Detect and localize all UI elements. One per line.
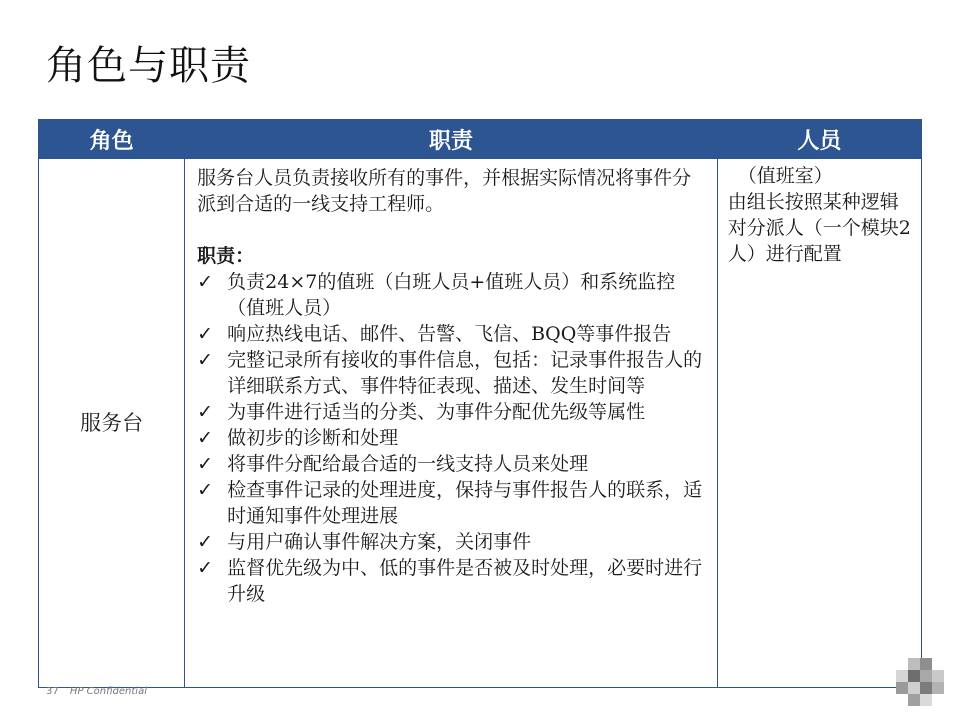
header-role: 角色 xyxy=(39,120,185,159)
check-icon: ✓ xyxy=(197,479,214,501)
duty-item-text: 与用户确认事件解决方案，关闭事件 xyxy=(227,531,532,553)
duty-item-text: 负责24×7的值班（白班人员+值班人员）和系统监控（值班人员） xyxy=(227,271,676,319)
header-duty: 职责 xyxy=(185,120,718,159)
duty-item-text: 将事件分配给最合适的一线支持人员来处理 xyxy=(227,453,589,475)
check-icon: ✓ xyxy=(197,349,214,371)
page-number: 37 xyxy=(46,686,59,697)
duty-item-text: 检查事件记录的处理进度，保持与事件报告人的联系，适时通知事件处理进展 xyxy=(227,479,703,527)
duty-intro: 服务台人员负责接收所有的事件，并根据实际情况将事件分派到合适的一线支持工程师。 xyxy=(197,167,692,215)
header-people: 人员 xyxy=(717,120,921,159)
check-icon: ✓ xyxy=(197,531,214,553)
duty-item-text: 完整记录所有接收的事件信息，包括：记录事件报告人的详细联系方式、事件特征表现、描述、发生时间等 xyxy=(227,349,703,397)
duty-item-text: 为事件进行适当的分类、为事件分配优先级等属性 xyxy=(227,401,646,423)
duty-heading: 职责： xyxy=(197,245,255,267)
duty-item xyxy=(197,451,707,477)
table-header-row xyxy=(39,120,922,159)
confidential-label: HP Confidential xyxy=(69,686,147,697)
duty-item xyxy=(197,269,707,321)
duty-item xyxy=(197,347,707,399)
table-row xyxy=(39,159,922,688)
roles-table xyxy=(38,119,922,688)
duty-item xyxy=(197,477,707,529)
duty-item-text: 响应热线电话、邮件、告警、飞信、BQQ等事件报告 xyxy=(227,323,672,345)
duty-item-text: 监督优先级为中、低的事件是否被及时处理，必要时进行升级 xyxy=(227,557,703,605)
check-icon: ✓ xyxy=(197,557,214,579)
footer xyxy=(46,686,147,697)
people-shift-room: （值班室） xyxy=(737,165,833,187)
role-cell: 服务台 xyxy=(39,159,185,688)
duty-item xyxy=(197,555,707,607)
duty-list xyxy=(197,269,707,607)
duty-item xyxy=(197,399,707,425)
hp-logo-icon xyxy=(896,658,944,706)
duty-item xyxy=(197,321,707,347)
slide-title: 角色与职责 xyxy=(46,43,251,89)
people-cell xyxy=(717,159,921,688)
duty-cell xyxy=(185,159,718,688)
check-icon: ✓ xyxy=(197,323,214,345)
duty-item xyxy=(197,425,707,451)
duty-item-text: 做初步的诊断和处理 xyxy=(227,427,399,449)
check-icon: ✓ xyxy=(197,271,214,293)
duty-item xyxy=(197,529,707,555)
people-assignment: 由组长按照某种逻辑对分派人（一个模块2人）进行配置 xyxy=(727,191,911,265)
check-icon: ✓ xyxy=(197,401,214,423)
check-icon: ✓ xyxy=(197,427,214,449)
check-icon: ✓ xyxy=(197,453,214,475)
